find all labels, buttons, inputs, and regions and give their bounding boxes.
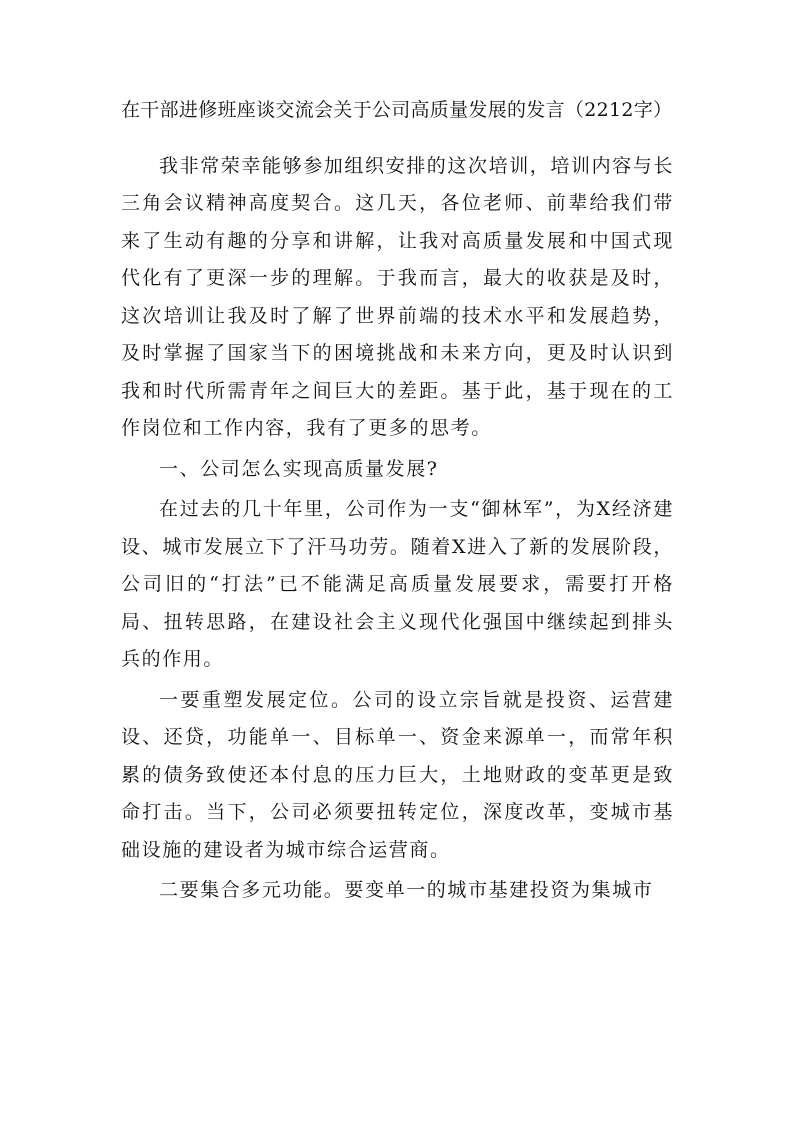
document-body bbox=[121, 92, 674, 913]
paragraph-intro: 我非常荣幸能够参加组织安排的这次培训，培训内容与长三角会议精神高度契合。这几天，各位老师、前辈给我们带来了生动有趣的分享和讲解，让我对高质量发展和中国式现代化有了更深一步的理解。于我而言，最大的收获是及时，这次培训让我及时了解了世界前端的技术水平和发展趋势，及时掌握了国家当下的困境挑战和未来方向，更及时认识到我和时代所需青年之间巨大的差距。基于此，基于现在的工作岗位和工作内容，我有了更多的思考。 bbox=[121, 154, 675, 439]
paragraph-history: 在过去的几十年里，公司作为一支“御林军”，为X经济建设、城市发展立下了汗马功劳。随着X进入了新的发展阶段，公司旧的“打法”已不能满足高质量发展要求，需要打开格局、扭转思路，在建设社会主义现代化强国中继续起到排头兵的作用。 bbox=[121, 498, 674, 670]
paragraph-point-1: 一要重塑发展定位。公司的设立宗旨就是投资、运营建设、还贷，功能单一、目标单一、资金来源单一，而常年积累的债务致使还本付息的压力巨大，土地财政的变革更是致命打击。当下，公司必须要扭转定位，深度改革，变城市基础设施的建设者为城市综合运营商。 bbox=[121, 688, 674, 861]
document-title: 在干部进修班座谈交流会关于公司高质量发展的发言（2212字） bbox=[121, 99, 673, 121]
paragraph-point-2: 二要集合多元功能。要变单一的城市基建投资为集城市 bbox=[159, 879, 654, 901]
section-heading-1: 一、公司怎么实现高质量发展? bbox=[159, 457, 439, 480]
